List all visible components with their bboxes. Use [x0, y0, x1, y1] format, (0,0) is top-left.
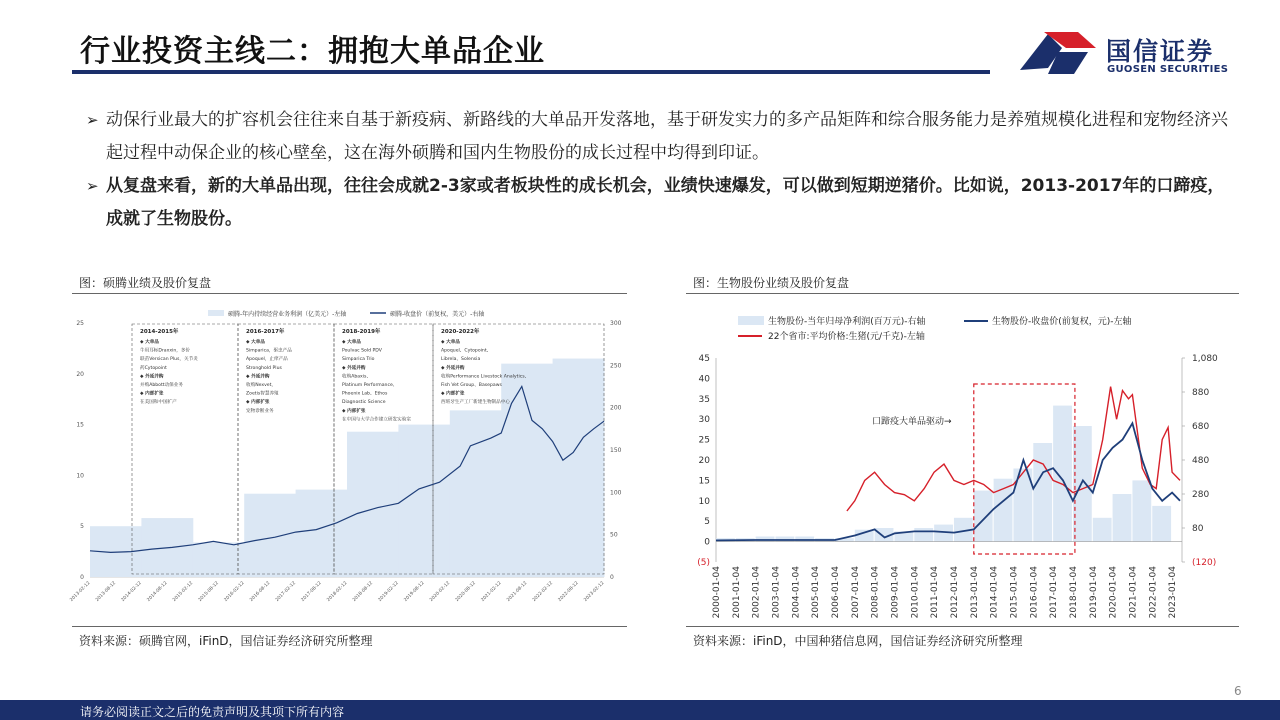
left-figure-bottom-rule	[72, 626, 627, 627]
x-tick-label: 2007-01-04	[850, 566, 861, 619]
bullet-arrow-icon: ➢	[86, 177, 99, 195]
bullet-list	[86, 104, 1236, 236]
phase-title: 2020-2022年	[441, 329, 480, 335]
y-left-tick-label: 5	[80, 523, 84, 531]
phase-text-line: Apoquel、Cytopoint、	[441, 348, 492, 354]
legend-swatch-profit	[738, 316, 764, 325]
y-right-tick-label: 480	[1192, 456, 1210, 466]
x-tick-label: 2021-01-04	[1128, 566, 1139, 619]
right-figure-top-rule	[686, 293, 1239, 294]
left-figure-top-rule	[72, 293, 627, 294]
x-tick-label: 2013-01-04	[969, 566, 980, 619]
page-number: 6	[1234, 684, 1242, 698]
brand-logo	[1018, 28, 1229, 78]
x-tick-label: 2018-02-12	[326, 580, 349, 603]
phase-text-line: Diagnostic Science	[342, 400, 386, 406]
profit-bar	[1073, 426, 1092, 542]
x-tick-label: 2019-01-04	[1088, 566, 1099, 619]
profit-bar	[974, 491, 993, 542]
x-tick-label: 2006-01-04	[830, 566, 841, 619]
x-tick-label: 2005-01-04	[811, 566, 822, 619]
x-tick-label: 2014-08-12	[146, 580, 169, 603]
phase-text-line: ◆ 大单品	[441, 340, 460, 345]
phase-text-line: 西班牙生产工厂新建生物制品中心	[441, 400, 510, 406]
profit-bar	[1033, 443, 1052, 542]
phase-text-line: 药Cytopoint	[140, 365, 167, 371]
profit-bar	[1113, 494, 1132, 542]
footer-disclaimer: 请务必阅读正文之后的免责声明及其项下所有内容	[80, 705, 345, 719]
y-right-tick-label: 250	[610, 362, 622, 370]
x-tick-label: 2012-01-04	[949, 566, 960, 619]
x-tick-label: 2016-08-12	[249, 580, 272, 603]
phase-text-line: ◆ 大单品	[342, 340, 361, 345]
right-figure-bottom-rule	[686, 626, 1239, 627]
x-tick-label: 2017-02-12	[274, 580, 298, 603]
phase-text-line: Platinum Performance、	[342, 383, 398, 388]
phase-text-line: ◆ 外延并购	[140, 374, 164, 380]
x-tick-label: 2014-02-12	[120, 580, 143, 603]
phase-text-line: Librela、Solensia	[441, 357, 481, 363]
phase-text-line: 收购Nexvet，	[246, 383, 277, 388]
legend-label-stock: 生物股份-收盘价(前复权，元)-左轴	[992, 317, 1132, 327]
x-tick-label: 2013-02-12	[69, 580, 92, 603]
x-tick-label: 2008-01-04	[870, 566, 881, 619]
y-left-tick-label: 0	[80, 574, 84, 581]
x-tick-label: 2001-01-04	[731, 566, 742, 619]
phase-text-line: ◆ 大单品	[140, 340, 159, 345]
x-tick-label: 2002-01-04	[751, 566, 762, 619]
profit-bar	[1132, 480, 1151, 541]
right-figure-source: 资料来源：iFinD，中国种猪信息网，国信证券经济研究所整理	[693, 634, 1023, 648]
phase-text-line: Simparica，驱虫产品	[246, 348, 292, 354]
x-tick-label: 2021-08-12	[506, 580, 529, 603]
y-right-tick-label: 150	[610, 447, 622, 454]
legend-swatch-profit	[208, 310, 224, 316]
phase-text-line: Stronghold Plus	[246, 365, 282, 371]
profit-bar	[1053, 406, 1072, 542]
phase-text-line: 并购Abbott动保业务	[140, 383, 183, 388]
x-tick-label: 2017-08-12	[300, 580, 323, 603]
y-left-tick-label: 10	[698, 496, 710, 507]
legend-label-hog: 22个省市:平均价格:生猪(元/千克)-左轴	[768, 332, 925, 342]
x-tick-label: 2023-01-04	[1168, 566, 1179, 619]
phase-text-line: ◆ 外延并购	[342, 365, 366, 371]
y-right-tick-label: 0	[610, 574, 614, 581]
phase-text-line: ◆ 内部扩张	[246, 400, 270, 406]
phase-text-line: ◆ 外延并购	[441, 365, 465, 371]
y-right-tick-label: 880	[1192, 388, 1210, 398]
x-tick-label: 2018-08-12	[352, 580, 375, 603]
phase-text-line: ◆ 外延并购	[246, 374, 270, 380]
phase-text-line: 收购Performance Livestock Analytics、	[441, 374, 530, 380]
phase-text-line: Simparica Trio	[342, 357, 375, 363]
x-tick-label: 2004-01-04	[791, 566, 802, 619]
logo-text-cn: 国信证券	[1106, 37, 1215, 66]
x-tick-label: 2020-01-04	[1108, 566, 1119, 619]
guosen-logo-icon	[1018, 28, 1098, 78]
x-tick-label: 2011-01-04	[930, 566, 941, 619]
bullet-arrow-icon: ➢	[86, 111, 99, 129]
x-tick-label: 2019-02-12	[377, 580, 400, 603]
fmd-annotation: 口蹄疫大单品驱动→	[872, 417, 952, 427]
y-left-tick-label: 10	[76, 472, 84, 480]
x-tick-label: 2016-01-04	[1029, 566, 1040, 619]
y-left-tick-label: 15	[76, 421, 84, 429]
left-figure-source: 资料来源：硕腾官网，iFinD，国信证券经济研究所整理	[79, 634, 373, 648]
bullet-item	[86, 170, 1236, 236]
phase-text-line: ◆ 内部扩张	[441, 391, 465, 397]
y-left-tick-label: (5)	[697, 558, 710, 568]
jinyu-bio-chart	[686, 296, 1239, 624]
profit-bar	[501, 364, 553, 577]
phase-text-line: Phoenix Lab、Ethos	[342, 391, 388, 397]
phase-title: 2016-2017年	[246, 329, 285, 335]
logo-text-en: GUOSEN SECURITIES	[1107, 64, 1229, 75]
y-right-tick-label: 300	[610, 320, 622, 327]
legend-label-profit: 生物股份-当年归母净利润(百万元)-右轴	[768, 317, 926, 327]
profit-bar	[398, 425, 450, 577]
x-tick-label: 2000-01-04	[712, 566, 722, 619]
x-tick-label: 2015-08-12	[197, 580, 220, 603]
y-left-tick-label: 5	[704, 517, 710, 528]
y-right-tick-label: 80	[1192, 524, 1204, 534]
x-tick-label: 2020-02-12	[429, 580, 452, 603]
x-tick-label: 2003-01-04	[771, 566, 782, 619]
x-tick-label: 2013-08-12	[95, 580, 118, 603]
x-tick-label: 2020-08-12	[454, 580, 477, 603]
legend-label-price: 硕腾-收盘价（前复权，美元）-右轴	[390, 311, 485, 318]
y-left-tick-label: 20	[76, 370, 84, 378]
phase-title: 2014-2015年	[140, 329, 179, 335]
bullet-item	[86, 104, 1236, 170]
profit-bar	[1152, 506, 1171, 542]
bullet-text: 动保行业最大的扩容机会往往来自基于新疫病、新路线的大单品开发落地，基于研发实力的多产品矩阵和综合服务能力是养殖规模化进程和宠物经济兴起过程中动保企业的核心壁垒，这在海外硕腾和国内生物股份的成长过程中均得到印证。	[106, 110, 1228, 163]
page-title: 行业投资主线二：拥抱大单品企业	[80, 34, 545, 69]
x-tick-label: 2021-02-12	[480, 580, 503, 603]
x-tick-label: 2022-01-04	[1148, 566, 1159, 619]
y-left-tick-label: 20	[698, 456, 710, 466]
phase-text-line: Apoquel，止痒产品	[246, 357, 288, 363]
profit-bar	[244, 494, 296, 577]
y-left-tick-label: 30	[698, 415, 710, 426]
right-figure-caption: 图：生物股份业绩及股价复盘	[693, 276, 850, 290]
x-tick-label: 2018-01-04	[1068, 566, 1079, 619]
phase-title: 2018-2019年	[342, 329, 381, 335]
profit-bar	[1093, 518, 1112, 542]
profit-bar	[450, 410, 502, 577]
left-figure-caption: 图：硕腾业绩及股价复盘	[79, 276, 212, 290]
phase-text-line: 在美国和中国扩产	[140, 400, 177, 406]
phase-text-line: 牛用耳标Draxxin，多价	[140, 348, 191, 354]
x-tick-label: 2023-02-12	[583, 580, 606, 603]
phase-text-line: Poulvac Sold PDV	[342, 348, 382, 354]
x-tick-label: 2022-02-12	[531, 580, 555, 603]
title-rule	[72, 70, 990, 74]
profit-bar	[553, 359, 605, 577]
phase-text-line: 收购Abaxis、	[342, 374, 372, 380]
y-right-tick-label: 200	[610, 404, 622, 412]
x-tick-label: 2015-02-12	[172, 580, 195, 603]
x-tick-label: 2017-01-04	[1049, 566, 1060, 619]
y-right-tick-label: (120)	[1192, 558, 1217, 568]
y-right-tick-label: 280	[1192, 490, 1210, 500]
y-right-tick-label: 100	[610, 489, 622, 497]
bullet-text: 从复盘来看，新的大单品出现，往往会成就2-3家或者板块性的成长机会，业绩快速爆发，可以做到短期逆猪价。比如说，2013-2017年的口蹄疫，成就了生物股份。	[106, 176, 1225, 229]
x-tick-label: 2015-01-04	[1009, 566, 1020, 619]
y-left-tick-label: 25	[698, 435, 710, 446]
x-tick-label: 2010-01-04	[910, 566, 921, 619]
phase-text-line: 宠物诊断业务	[246, 408, 274, 414]
y-right-tick-label: 50	[610, 531, 618, 539]
profit-bar	[193, 542, 245, 577]
phase-text-line: ◆ 内部扩张	[140, 391, 164, 397]
y-left-tick-label: 35	[698, 394, 710, 405]
phase-text-line: Zoetis智慧养殖	[246, 391, 279, 397]
profit-bar	[296, 490, 348, 577]
x-tick-label: 2022-08-12	[557, 580, 580, 603]
phase-text-line: ◆ 内部扩张	[342, 408, 366, 414]
y-left-tick-label: 25	[76, 320, 84, 327]
phase-text-line: ◆ 大单品	[246, 340, 265, 345]
y-right-tick-label: 1,080	[1192, 354, 1218, 364]
legend-label-profit: 硕腾-年内持续经营业务利润（亿美元）-左轴	[228, 311, 347, 318]
y-left-tick-label: 40	[698, 374, 710, 385]
phase-text-line: 在中国与大学合作建立研发实验室	[342, 417, 411, 423]
x-tick-label: 2009-01-04	[890, 566, 901, 619]
y-left-tick-label: 0	[704, 537, 710, 548]
x-tick-label: 2019-08-12	[403, 580, 426, 603]
phase-text-line: 联苗Versican Plus，关节炎	[140, 357, 198, 363]
zoetis-chart	[69, 296, 627, 624]
profit-bar	[914, 528, 933, 542]
y-left-tick-label: 45	[698, 354, 710, 364]
y-left-tick-label: 15	[698, 476, 710, 487]
x-tick-label: 2016-02-12	[223, 580, 246, 603]
phase-text-line: Fish Vet Group、Basepaws	[441, 383, 502, 388]
y-right-tick-label: 680	[1192, 422, 1210, 432]
x-tick-label: 2014-01-04	[989, 566, 1000, 619]
